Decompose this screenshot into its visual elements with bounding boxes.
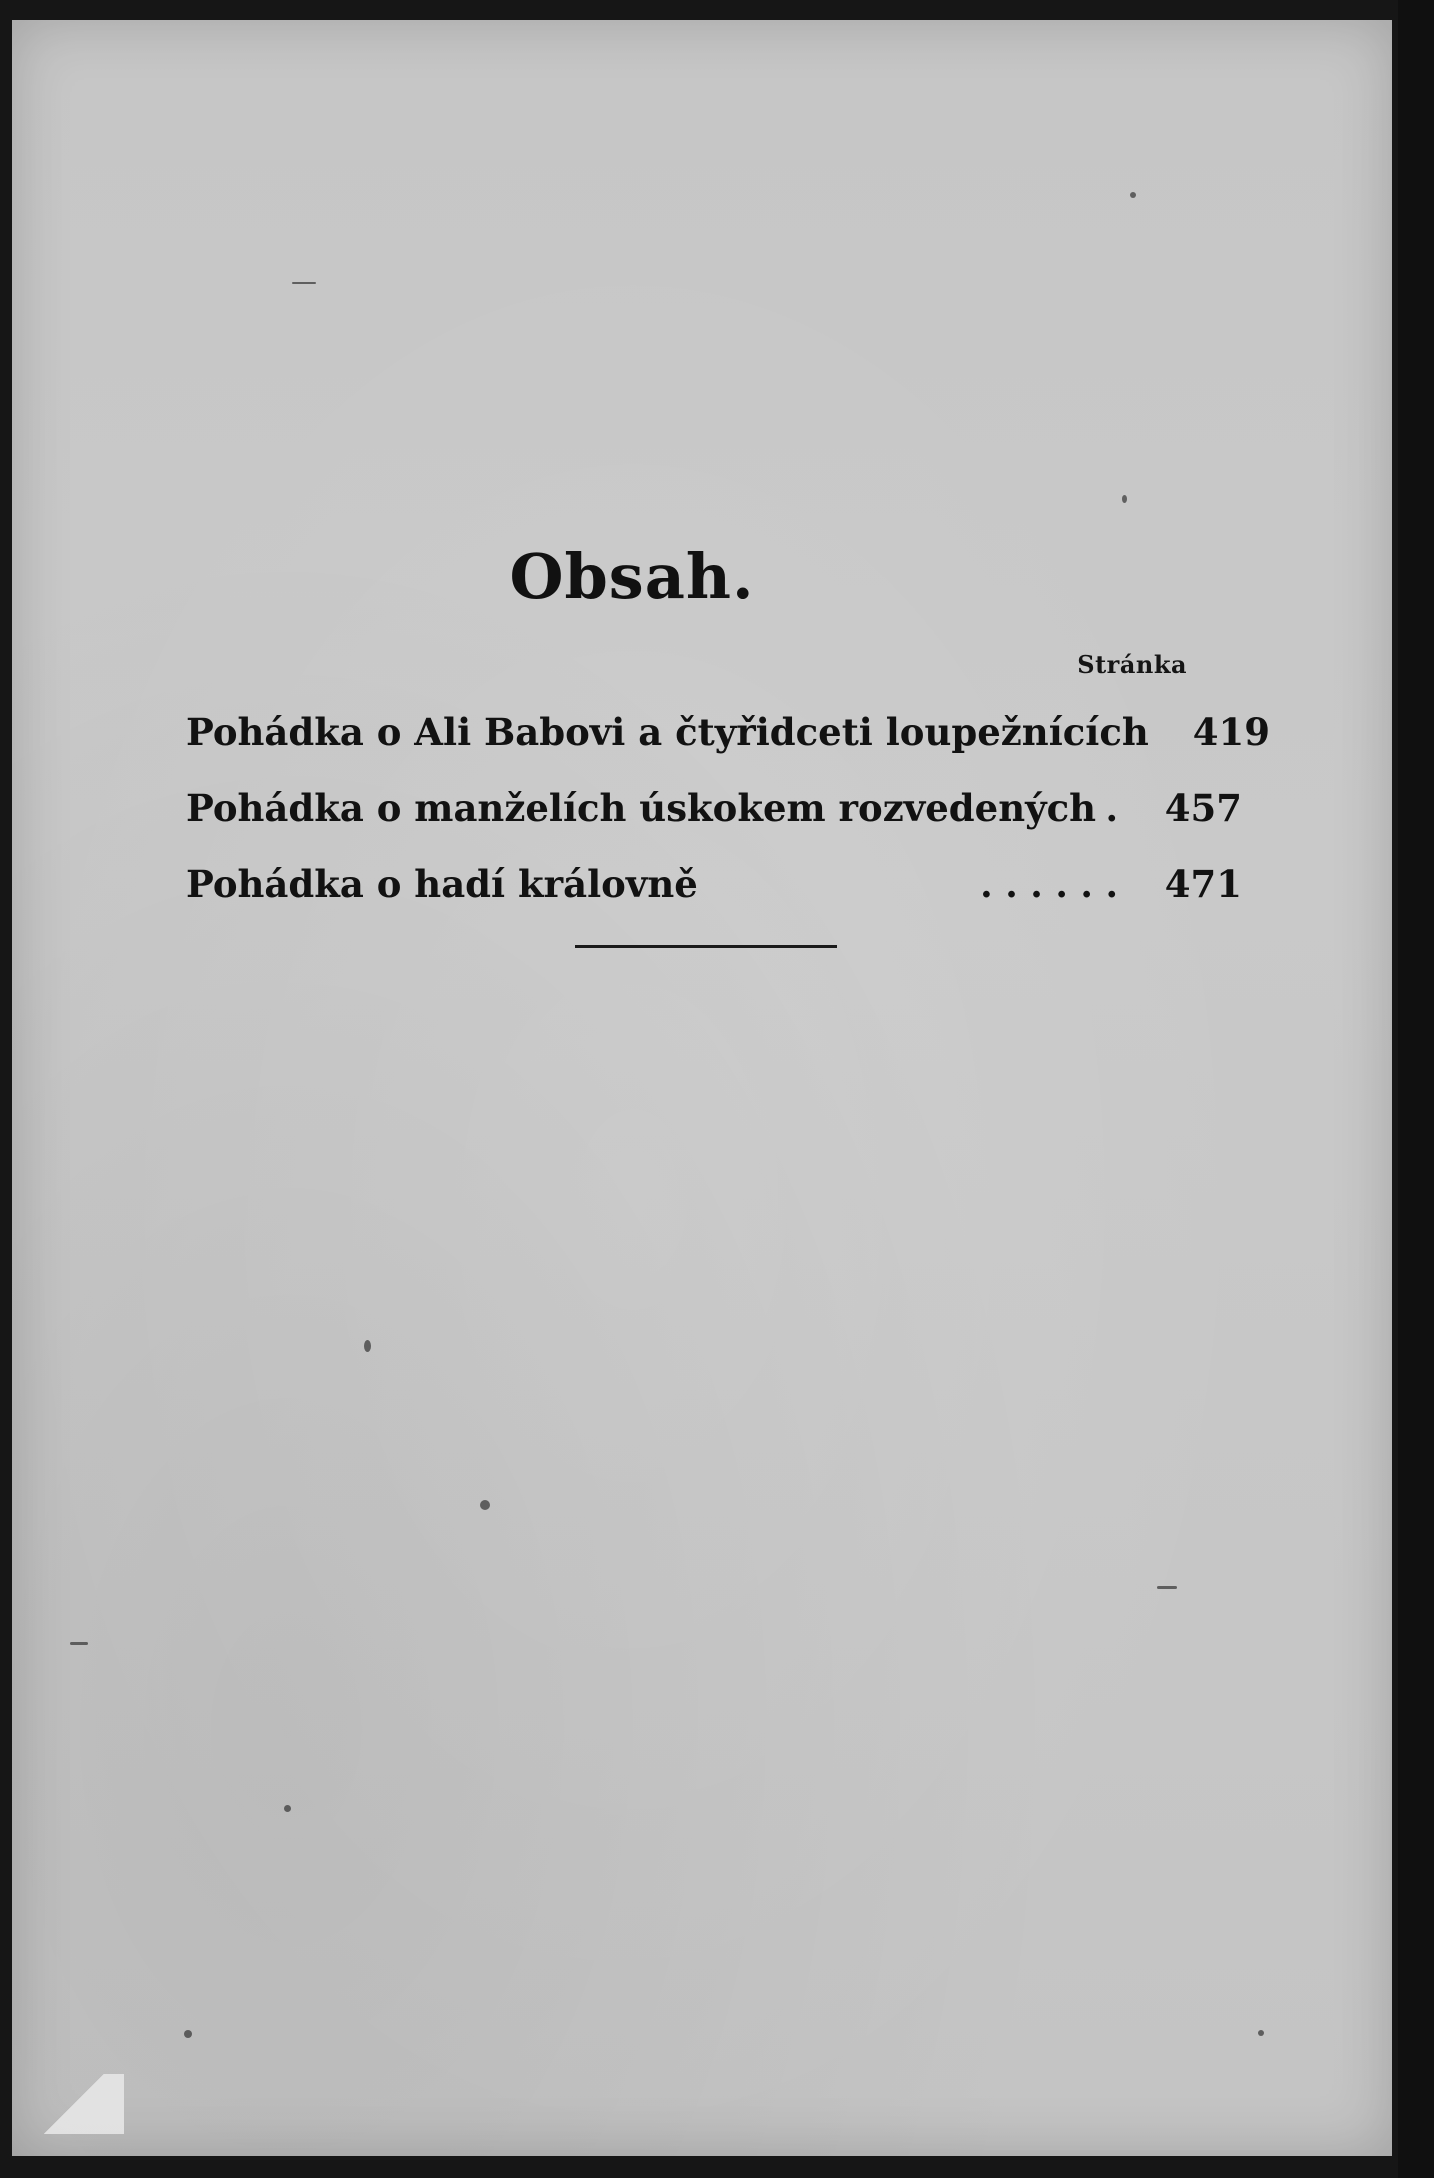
speck [1157, 1586, 1177, 1589]
toc-entry-page: 419 [1192, 710, 1270, 754]
speck [1130, 192, 1136, 198]
page-title: Obsah. [509, 540, 755, 613]
page-corner-fold [24, 2074, 124, 2134]
speck [1258, 2030, 1264, 2036]
book-page [12, 20, 1392, 2156]
end-rule [575, 945, 837, 948]
table-of-contents [186, 710, 1270, 938]
toc-entry-title: Pohádka o manželích úskokem rozvedených [186, 786, 1097, 830]
speck [184, 2030, 192, 2038]
toc-entry-page: 471 [1164, 862, 1242, 906]
toc-entry [186, 862, 1242, 938]
toc-entry-title: Pohádka o Ali Babovi a čtyřidceti loupežnících [186, 710, 1149, 754]
toc-entry [186, 710, 1270, 786]
toc-entry-leader: . [1105, 788, 1118, 830]
scan-edge [1398, 0, 1434, 2178]
speck [1122, 495, 1127, 503]
speck [70, 1642, 88, 1645]
toc-entry-title: Pohádka o hadí královně [186, 862, 698, 906]
toc-entry [186, 786, 1242, 862]
toc-entry-leader: . . . . . . [980, 864, 1118, 906]
speck [292, 282, 316, 284]
speck [480, 1500, 490, 1510]
toc-entry-page: 457 [1164, 786, 1242, 830]
page-column-header: Stránka [1077, 650, 1187, 679]
speck [284, 1805, 291, 1812]
speck [364, 1340, 371, 1352]
